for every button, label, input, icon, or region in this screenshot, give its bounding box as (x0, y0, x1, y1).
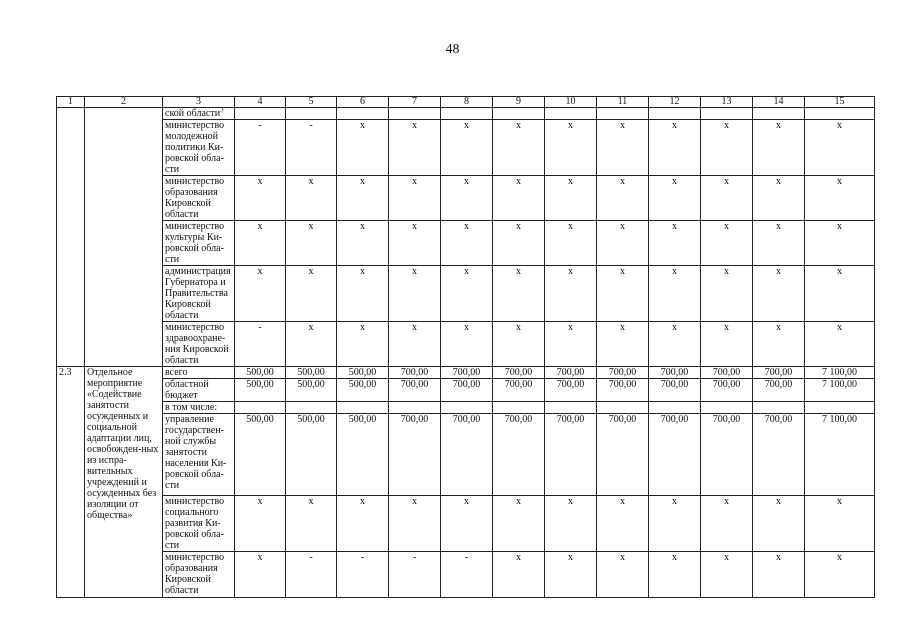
value-cell: x (753, 120, 805, 176)
value-cell: x (597, 120, 649, 176)
value-cell: x (597, 176, 649, 221)
value-cell: x (805, 322, 875, 367)
value-cell (649, 108, 701, 120)
value-cell: x (337, 496, 389, 552)
header-cell: 8 (441, 97, 493, 108)
executor-cell: областной бюджет (163, 379, 235, 402)
value-cell: x (286, 221, 337, 266)
value-cell: x (441, 176, 493, 221)
value-cell: 500,00 (337, 414, 389, 496)
value-cell: 700,00 (597, 379, 649, 402)
executor-name: администрация Губернатора и Правительства Кировской области (165, 266, 231, 321)
value-cell: 7 100,00 (805, 379, 875, 402)
value-cell: x (701, 266, 753, 322)
value-cell: x (389, 322, 441, 367)
value-cell: x (441, 221, 493, 266)
value-cell: - (389, 552, 441, 598)
value-cell: x (337, 266, 389, 322)
value-cell: - (235, 322, 286, 367)
value-cell: x (753, 266, 805, 322)
executor-cell (163, 322, 235, 367)
header-cell: 11 (597, 97, 649, 108)
value-cell: - (286, 120, 337, 176)
value-cell: 700,00 (545, 379, 597, 402)
value-cell: 700,00 (649, 379, 701, 402)
value-cell (337, 108, 389, 120)
header-cell: 6 (337, 97, 389, 108)
value-cell: x (337, 120, 389, 176)
value-cell (286, 108, 337, 120)
value-cell: x (389, 176, 441, 221)
header-cell: 1 (57, 97, 85, 108)
value-cell: 500,00 (286, 414, 337, 496)
value-cell: x (493, 266, 545, 322)
table-row (57, 322, 875, 367)
value-cell (597, 402, 649, 414)
value-cell: x (545, 221, 597, 266)
value-cell: x (597, 266, 649, 322)
table-row (57, 120, 875, 176)
page-number: 48 (445, 42, 460, 57)
header-cell: 10 (545, 97, 597, 108)
value-cell: x (701, 221, 753, 266)
value-cell: x (545, 266, 597, 322)
value-cell: x (493, 120, 545, 176)
executor-name: министерство культуры Ки-ровской обла-сти (165, 221, 225, 265)
value-cell: x (235, 266, 286, 322)
header-cell: 5 (286, 97, 337, 108)
value-cell: 700,00 (649, 367, 701, 379)
value-cell: 700,00 (649, 414, 701, 496)
executor-cell: министерство социального развития Ки-ровской обла-сти (163, 496, 235, 552)
value-cell: - (441, 552, 493, 598)
executor-cell (163, 221, 235, 266)
value-cell: x (753, 322, 805, 367)
value-cell (441, 108, 493, 120)
value-cell: x (545, 496, 597, 552)
value-cell: 500,00 (337, 367, 389, 379)
value-cell: x (286, 266, 337, 322)
value-cell: x (545, 322, 597, 367)
value-cell: x (753, 552, 805, 598)
value-cell (389, 108, 441, 120)
value-cell: 500,00 (286, 367, 337, 379)
header-cell: 3 (163, 97, 235, 108)
value-cell: 500,00 (337, 379, 389, 402)
value-cell: 700,00 (441, 379, 493, 402)
footnote-mark: 3 (220, 107, 224, 114)
executor-cell (163, 108, 235, 120)
value-cell: x (753, 496, 805, 552)
value-cell (597, 108, 649, 120)
value-cell: 7 100,00 (805, 367, 875, 379)
value-cell (235, 108, 286, 120)
value-cell (649, 402, 701, 414)
table-row (57, 496, 875, 552)
value-cell (493, 402, 545, 414)
header-cell: 4 (235, 97, 286, 108)
value-cell (286, 402, 337, 414)
value-cell (545, 108, 597, 120)
header-cell: 9 (493, 97, 545, 108)
value-cell: 700,00 (493, 367, 545, 379)
table-row (57, 414, 875, 496)
value-cell: x (597, 221, 649, 266)
value-cell: 500,00 (286, 379, 337, 402)
table-row (57, 176, 875, 221)
value-cell: - (286, 552, 337, 598)
value-cell: x (441, 120, 493, 176)
program-table (56, 96, 875, 598)
value-cell: x (235, 176, 286, 221)
section-number-cell: 2.3 (57, 367, 85, 598)
value-cell: x (701, 120, 753, 176)
value-cell: 700,00 (597, 414, 649, 496)
value-cell: x (337, 322, 389, 367)
value-cell: x (753, 221, 805, 266)
value-cell: 700,00 (545, 367, 597, 379)
value-cell: 7 100,00 (805, 414, 875, 496)
value-cell (389, 402, 441, 414)
value-cell: x (805, 496, 875, 552)
value-cell: x (649, 552, 701, 598)
value-cell: - (235, 120, 286, 176)
executor-cell: министерство образования Кировской области (163, 552, 235, 598)
value-cell: 500,00 (235, 367, 286, 379)
value-cell: x (805, 120, 875, 176)
value-cell: x (649, 176, 701, 221)
value-cell: x (286, 176, 337, 221)
value-cell: x (493, 176, 545, 221)
value-cell: x (649, 266, 701, 322)
header-cell: 12 (649, 97, 701, 108)
value-cell: 700,00 (493, 414, 545, 496)
value-cell: x (701, 496, 753, 552)
value-cell: x (337, 176, 389, 221)
executor-cell (163, 176, 235, 221)
value-cell: x (235, 552, 286, 598)
table-row (57, 108, 875, 120)
value-cell: 700,00 (389, 414, 441, 496)
value-cell: x (441, 496, 493, 552)
value-cell: 700,00 (389, 367, 441, 379)
table-row (57, 552, 875, 598)
value-cell (235, 402, 286, 414)
header-cell: 2 (85, 97, 163, 108)
value-cell: x (701, 176, 753, 221)
value-cell: 500,00 (235, 379, 286, 402)
value-cell: x (545, 120, 597, 176)
value-cell: x (493, 322, 545, 367)
value-cell (753, 108, 805, 120)
value-cell: x (649, 221, 701, 266)
value-cell: x (597, 496, 649, 552)
value-cell: x (649, 322, 701, 367)
value-cell (337, 402, 389, 414)
executor-name: министерство здравоохране-ния Кировской области (165, 322, 229, 366)
value-cell (805, 402, 875, 414)
value-cell: x (805, 266, 875, 322)
value-cell: x (649, 496, 701, 552)
value-cell: 700,00 (753, 367, 805, 379)
value-cell: x (805, 176, 875, 221)
value-cell: x (493, 552, 545, 598)
value-cell: x (493, 496, 545, 552)
value-cell: x (286, 496, 337, 552)
table-row (57, 367, 875, 379)
value-cell: x (286, 322, 337, 367)
executor-cell: в том числе: (163, 402, 235, 414)
value-cell: 700,00 (441, 367, 493, 379)
value-cell: x (597, 322, 649, 367)
value-cell: x (545, 552, 597, 598)
header-row (57, 97, 875, 108)
row-number-cell (57, 108, 85, 367)
value-cell (753, 402, 805, 414)
value-cell: 700,00 (701, 414, 753, 496)
executor-name: министерство образования Кировской области (165, 176, 225, 220)
value-cell: 700,00 (753, 379, 805, 402)
value-cell: x (805, 552, 875, 598)
value-cell (701, 402, 753, 414)
table-row (57, 266, 875, 322)
value-cell: x (337, 221, 389, 266)
value-cell (493, 108, 545, 120)
table-row (57, 379, 875, 402)
value-cell: x (235, 496, 286, 552)
value-cell: x (389, 266, 441, 322)
value-cell: x (389, 221, 441, 266)
value-cell: 500,00 (235, 414, 286, 496)
executor-name: ской области (165, 108, 221, 119)
value-cell (805, 108, 875, 120)
value-cell: 700,00 (597, 367, 649, 379)
value-cell: x (441, 266, 493, 322)
header-cell: 7 (389, 97, 441, 108)
executor-cell (163, 120, 235, 176)
value-cell: x (493, 221, 545, 266)
value-cell: 700,00 (493, 379, 545, 402)
value-cell: x (389, 120, 441, 176)
value-cell (701, 108, 753, 120)
value-cell (545, 402, 597, 414)
value-cell (441, 402, 493, 414)
value-cell: x (545, 176, 597, 221)
value-cell: 700,00 (545, 414, 597, 496)
value-cell: x (753, 176, 805, 221)
section-title-cell: Отдельное мероприятие «Содействие занятости осужденных и социальной адаптации лиц, освобожден-ных из испра-вительных учреждений и осужденных без изоляции от общества» (85, 367, 163, 598)
value-cell: x (701, 552, 753, 598)
executor-cell: управление государствен-ной службы занятости населения Ки-ровской обла-сти (163, 414, 235, 496)
executor-name: министерство молодежной политики Ки-ровской обла-сти (165, 120, 225, 175)
value-cell: x (441, 322, 493, 367)
value-cell: x (597, 552, 649, 598)
executor-cell (163, 266, 235, 322)
table-row (57, 402, 875, 414)
value-cell: 700,00 (441, 414, 493, 496)
header-cell: 15 (805, 97, 875, 108)
value-cell: 700,00 (701, 379, 753, 402)
header-cell: 14 (753, 97, 805, 108)
value-cell: x (235, 221, 286, 266)
activity-cell (85, 108, 163, 367)
value-cell: x (389, 496, 441, 552)
value-cell: 700,00 (753, 414, 805, 496)
value-cell: x (701, 322, 753, 367)
table-row (57, 221, 875, 266)
value-cell: 700,00 (389, 379, 441, 402)
value-cell: - (337, 552, 389, 598)
executor-cell: всего (163, 367, 235, 379)
value-cell: 700,00 (701, 367, 753, 379)
value-cell: x (805, 221, 875, 266)
header-cell: 13 (701, 97, 753, 108)
value-cell: x (649, 120, 701, 176)
